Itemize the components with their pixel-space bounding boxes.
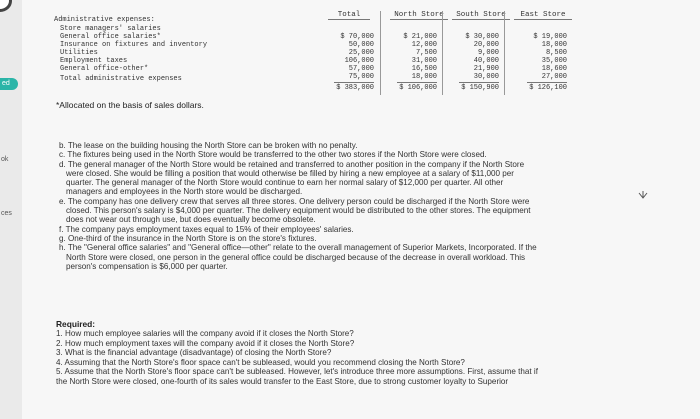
south-cell: $ 30,000 <box>465 33 499 41</box>
question-item: the North Store were closed, one-fourth of its sales would transfer to the East Store, due to strong customer loyalty to Superior <box>56 376 509 386</box>
list-item: g. One-third of the insurance in the North Store is on the store's fixtures. <box>59 233 317 243</box>
row-label: Store managers' salaries <box>60 25 161 33</box>
subtotal-rule <box>459 82 499 83</box>
list-item: managers and employees in the North store would be discharged. <box>66 187 303 197</box>
east-cell: 18,600 <box>541 65 567 73</box>
total-cell: $ 70,000 <box>340 33 374 41</box>
north-cell: 18,000 <box>411 73 437 81</box>
required-questions <box>56 329 696 387</box>
list-item: c. The fixtures being used in the North Store would be transferred to the other two stores if the North Store were closed. <box>59 150 487 160</box>
list-item: b. The lease on the building housing the North Store can be broken with no penalty. <box>59 141 358 150</box>
list-item: were closed. She would be filling a position that would otherwise be filled by hiring a new employee at a salary of $11,000 per <box>66 168 514 178</box>
rail-label-2: ces <box>1 210 12 217</box>
left-rail <box>0 0 22 419</box>
question-item: 4. Assuming that the North Store's floor space can't be subleased, would you recommend closing the North Store? <box>56 357 465 367</box>
north-cell: 7,500 <box>415 49 437 57</box>
header-north-store: North Store <box>390 11 448 20</box>
south-cell: 21,900 <box>473 65 499 73</box>
east-cell: 27,000 <box>541 73 567 81</box>
list-item: person's compensation is $6,000 per quarter. <box>66 261 228 271</box>
list-item: d. The general manager of the North Store would be retained and transferred to another position in the company if the North Store <box>59 159 525 169</box>
partial-circle-icon <box>0 0 12 12</box>
header-south-store: South Store <box>452 11 510 20</box>
question-item: 3. What is the financial advantage (disadvantage) of closing the North Store? <box>56 348 332 358</box>
list-item: does not wear out through use, but does eventually become obsolete. <box>66 215 316 225</box>
schedule-title: Administrative expenses: <box>54 16 155 24</box>
south-cell: $ 150,900 <box>461 84 499 92</box>
south-cell: 30,000 <box>473 73 499 81</box>
row-label: General office-other* <box>60 65 149 73</box>
column-divider <box>380 11 381 95</box>
east-cell: 8,500 <box>545 49 567 57</box>
row-label: Employment taxes <box>60 57 128 65</box>
south-cell: 20,000 <box>473 41 499 49</box>
list-item: quarter. The general manager of the North Store would continue to earn her normal salary of $12,000 per quarter. All other <box>66 178 504 188</box>
column-divider <box>442 11 443 95</box>
row-label: Insurance on fixtures and inventory <box>60 41 208 49</box>
column-divider <box>504 11 505 95</box>
total-cell: $ 383,000 <box>336 84 374 92</box>
cursor-arrow-icon <box>638 191 648 201</box>
north-cell: $ 106,000 <box>399 84 437 92</box>
list-item: closed. This person's salary is $4,000 per quarter. The delivery equipment would be distributed to the other stores. The equipment <box>66 206 531 216</box>
list-item: h. The "General office salaries" and "General office—other" relate to the overall management of Superior Markets, Incorporated. If the <box>59 243 537 253</box>
row-label: General office salaries* <box>60 33 161 41</box>
subtotal-rule <box>334 82 374 83</box>
total-cell: 75,000 <box>348 73 374 81</box>
north-cell: $ 21,000 <box>403 33 437 41</box>
south-cell: 9,000 <box>477 49 499 57</box>
north-cell: 16,500 <box>411 65 437 73</box>
list-item: e. The company has one delivery crew that serves all three stores. One delivery person could be discharged if the North Store were <box>59 196 530 206</box>
total-cell: 50,000 <box>348 41 374 49</box>
east-cell: $ 19,000 <box>533 33 567 41</box>
header-total: Total <box>328 11 370 20</box>
east-cell: 35,000 <box>541 57 567 65</box>
rail-pill[interactable]: ed <box>0 78 18 90</box>
north-cell: 31,000 <box>411 57 437 65</box>
header-east-store: East Store <box>514 11 572 20</box>
list-item: f. The company pays employment taxes equal to 15% of their employees' salaries. <box>59 224 354 234</box>
row-label: Utilities <box>60 49 98 57</box>
list-item: North Store were closed, one person in the general office could be discharged because of the decrease in overall workload. This <box>66 252 526 262</box>
allocation-footnote: *Allocated on the basis of sales dollars. <box>56 100 204 110</box>
north-cell: 12,000 <box>411 41 437 49</box>
question-item: 5. Assume that the North Store's floor space can't be subleased. However, let's introduce three more assumptions. First, assume that if <box>56 367 538 377</box>
total-cell: 57,000 <box>348 65 374 73</box>
question-item: 1. How much employee salaries will the company avoid if it closes the North Store? <box>56 329 354 338</box>
total-cell: 106,000 <box>344 57 374 65</box>
east-cell: 18,000 <box>541 41 567 49</box>
assumption-list <box>59 141 659 271</box>
total-cell: 25,000 <box>348 49 374 57</box>
content-panel <box>22 0 700 419</box>
subtotal-rule <box>527 82 567 83</box>
rail-label-1: ok <box>1 156 9 163</box>
question-item: 2. How much employment taxes will the company avoid if it closes the North Store? <box>56 338 355 348</box>
required-title: Required: <box>56 319 96 329</box>
subtotal-rule <box>397 82 437 83</box>
expense-schedule <box>50 8 680 100</box>
south-cell: 40,000 <box>473 57 499 65</box>
east-cell: $ 126,100 <box>529 84 567 92</box>
total-row-label: Total administrative expenses <box>60 75 182 83</box>
